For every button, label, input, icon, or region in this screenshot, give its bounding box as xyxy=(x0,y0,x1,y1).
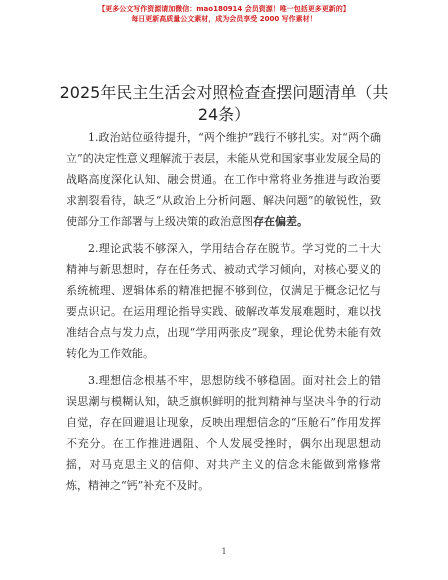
promo-banner xyxy=(0,4,448,24)
paragraph-2 xyxy=(66,238,381,364)
paragraph-1-bold-tail: 存在偏差。 xyxy=(253,215,308,228)
page-number: 1 xyxy=(221,547,227,556)
document-title-line1: 2025年民主生活会对照检查查摆问题清单（共 xyxy=(59,83,389,102)
paragraph-1 xyxy=(66,127,381,232)
document-title xyxy=(40,82,408,126)
document-body xyxy=(66,127,381,502)
paragraph-2-text: 2.理论武装不够深入，学用结合存在脱节。学习党的二十大精神与新思想时，存在任务式、被动式学习倾向，对核心要义的系统梳理、逻辑体系的精准把握不够到位，仅满足于概念记忆与要点识记。在运用理论指导实践、破解改革发展难题时，难以找准结合点与发力点，出现“学用两张皮”现象，理论优势未能有效转化为工作效能。 xyxy=(66,242,381,360)
paragraph-3-text: 3.理想信念根基不牢，思想防线不够稳固。面对社会上的错误思潮与模糊认知，缺乏旗帜鲜明的批判精神与坚决斗争的行动自觉，存在回避退让现象，反映出理想信念的“压舱石”作用发挥不充分。在工作推进遇阻、个人发展受挫时，偶尔出现思想动摇，对马克思主义的信仰、对共产主义的信念未能做到常修常炼，精神之“钙”补充不及时。 xyxy=(66,374,381,492)
promo-banner-line2: 每日更新高质量公文素材，成为会员享受 2000 写作素材！ xyxy=(131,15,317,23)
paragraph-1-text: 1.政治站位亟待提升，“两个维护”践行不够扎实。对“两个确立”的决定性意义理解流于表层，未能从党和国家事业发展全局的战略高度深化认知、融会贯通。在工作中常将业务推进与政治要求割裂看待，缺乏“从政治上分析问题、解决问题”的敏锐性，致使部分工作部署与上级决策的政治意图 xyxy=(66,131,381,228)
paragraph-3 xyxy=(66,370,381,496)
promo-banner-line1: 【更多公文写作资源请加微信：mao180914 会员资源！唯一包括更多更新的】 xyxy=(98,5,350,13)
document-title-line2: 24条） xyxy=(197,105,251,124)
